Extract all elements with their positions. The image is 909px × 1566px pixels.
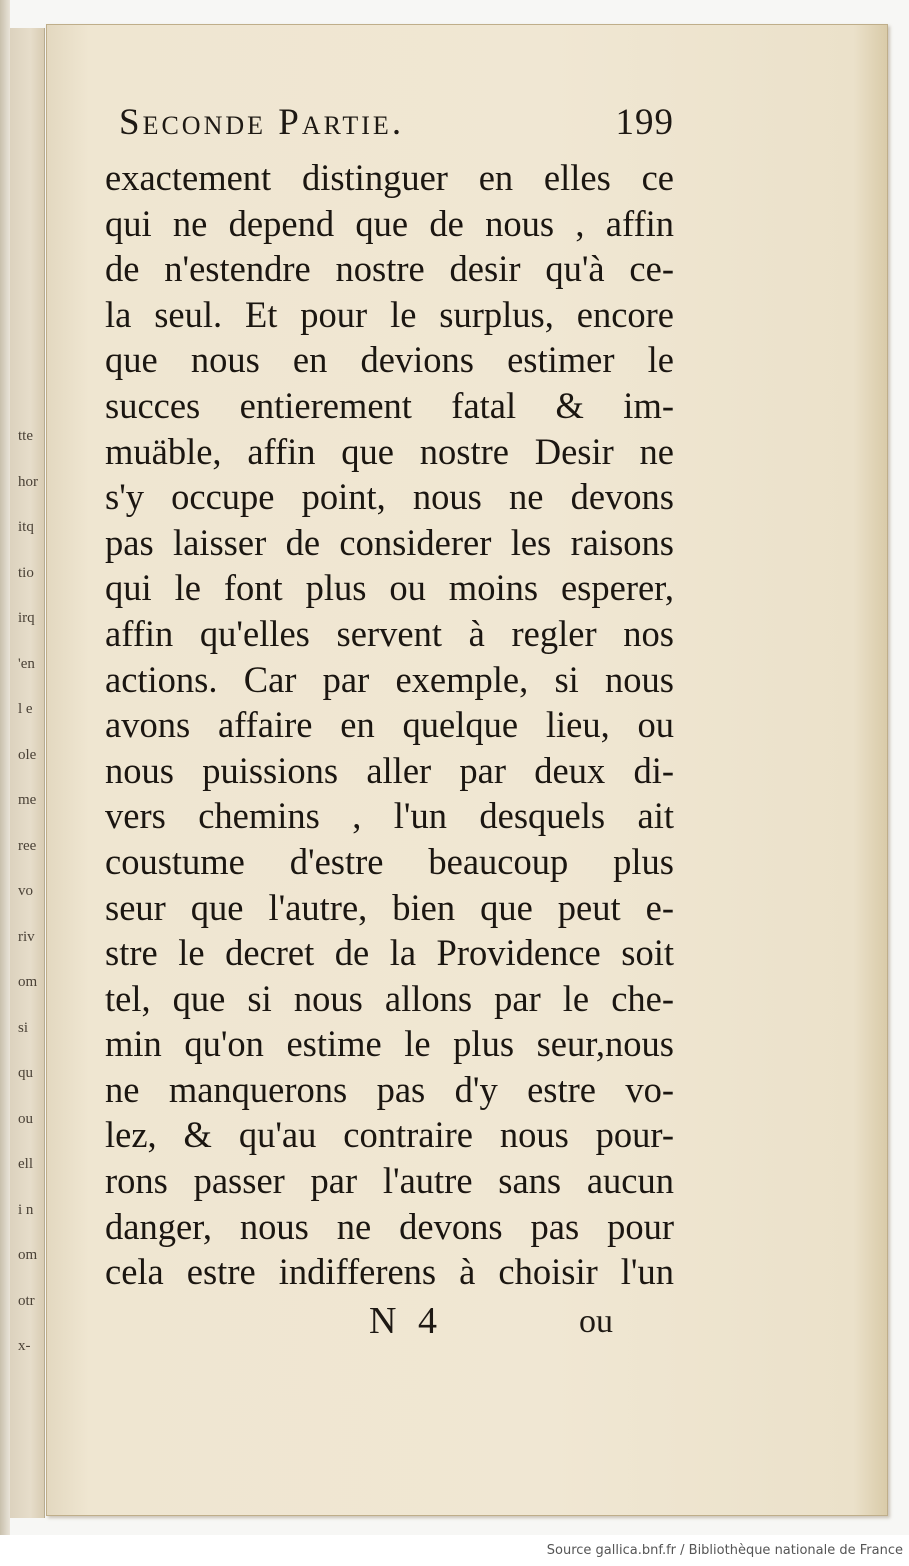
catchword: ou bbox=[579, 1303, 613, 1340]
fragment-line: ole bbox=[18, 746, 37, 763]
book-gutter bbox=[0, 0, 10, 1535]
fragment-line: me bbox=[18, 792, 37, 808]
fragment-line: ree bbox=[18, 837, 37, 854]
fragment-line: hor bbox=[18, 473, 38, 490]
running-head-title: Seconde Partie. bbox=[119, 102, 405, 143]
fragment-line: tio bbox=[18, 564, 34, 581]
previous-page-text-fragments bbox=[18, 414, 48, 1370]
text-line: min qu'on estime le plus seur,nous bbox=[105, 1023, 674, 1065]
source-attribution-bar bbox=[0, 1535, 909, 1566]
fragment-line: riv bbox=[18, 928, 35, 945]
fragment-line: ou bbox=[18, 1110, 33, 1127]
text-line: que nous en devions estimer le bbox=[105, 339, 674, 381]
text-line: avons affaire en quelque lieu, ou bbox=[105, 704, 674, 746]
text-line: succes entierement fatal & im- bbox=[105, 384, 674, 426]
text-line: qui le font plus ou moins esperer, bbox=[105, 567, 674, 609]
text-line: pas laisser de considerer les raisons bbox=[105, 521, 674, 563]
text-line: cela estre indifferens à choisir l'un bbox=[105, 1251, 674, 1293]
fragment-line: otr bbox=[18, 1292, 35, 1309]
text-line: qui ne depend que de nous , affin bbox=[105, 202, 674, 244]
book-page bbox=[46, 24, 888, 1516]
source-attribution-text: Source gallica.bnf.fr / Bibliothèque nationale de France bbox=[546, 1543, 903, 1558]
fragment-line: vo bbox=[18, 883, 33, 899]
text-line: affin qu'elles servent à regler nos bbox=[105, 612, 674, 654]
text-line: danger, nous ne devons pas pour bbox=[105, 1205, 674, 1247]
text-line: rons passer par l'autre sans aucun bbox=[105, 1160, 674, 1202]
gathering-signature: N 4 bbox=[369, 1300, 443, 1342]
fragment-line: x- bbox=[18, 1338, 31, 1354]
fragment-line: itq bbox=[18, 519, 34, 535]
fragment-line: om bbox=[18, 1247, 38, 1263]
fragment-line: i n bbox=[18, 1201, 34, 1218]
fragment-line: irq bbox=[18, 610, 35, 626]
page-number: 199 bbox=[615, 102, 674, 143]
text-line: vers chemins , l'un desquels ait bbox=[105, 795, 674, 837]
text-line: exactement distinguer en elles ce bbox=[105, 157, 674, 198]
text-line: s'y occupe point, nous ne devons bbox=[105, 476, 674, 518]
page-body-text bbox=[105, 155, 674, 1295]
text-line: de n'estendre nostre desir qu'à ce- bbox=[105, 248, 674, 290]
text-line: lez, & qu'au contraire nous pour- bbox=[105, 1114, 674, 1156]
fragment-line: 'en bbox=[18, 655, 35, 672]
fragment-line: si bbox=[18, 1019, 29, 1036]
text-line: ne manquerons pas d'y estre vo- bbox=[105, 1068, 674, 1110]
text-line: seur que l'autre, bien que peut e- bbox=[105, 886, 674, 928]
fragment-line: l e bbox=[18, 701, 33, 717]
fragment-line: tte bbox=[18, 428, 33, 444]
previous-page-edge bbox=[10, 28, 45, 1518]
text-line: coustume d'estre beaucoup plus bbox=[105, 840, 674, 882]
text-line: stre le decret de la Providence soit bbox=[105, 932, 674, 974]
fragment-line: om bbox=[18, 974, 38, 990]
text-line: tel, que si nous allons par le che- bbox=[105, 977, 674, 1019]
text-line: actions. Car par exemple, si nous bbox=[105, 658, 674, 700]
fragment-line: ell bbox=[18, 1156, 33, 1172]
text-line: nous puissions aller par deux di- bbox=[105, 749, 674, 791]
running-head bbox=[119, 101, 674, 161]
fragment-line: qu bbox=[18, 1065, 33, 1081]
text-line: muäble, affin que nostre Desir ne bbox=[105, 430, 674, 472]
text-line: la seul. Et pour le surplus, encore bbox=[105, 293, 674, 335]
